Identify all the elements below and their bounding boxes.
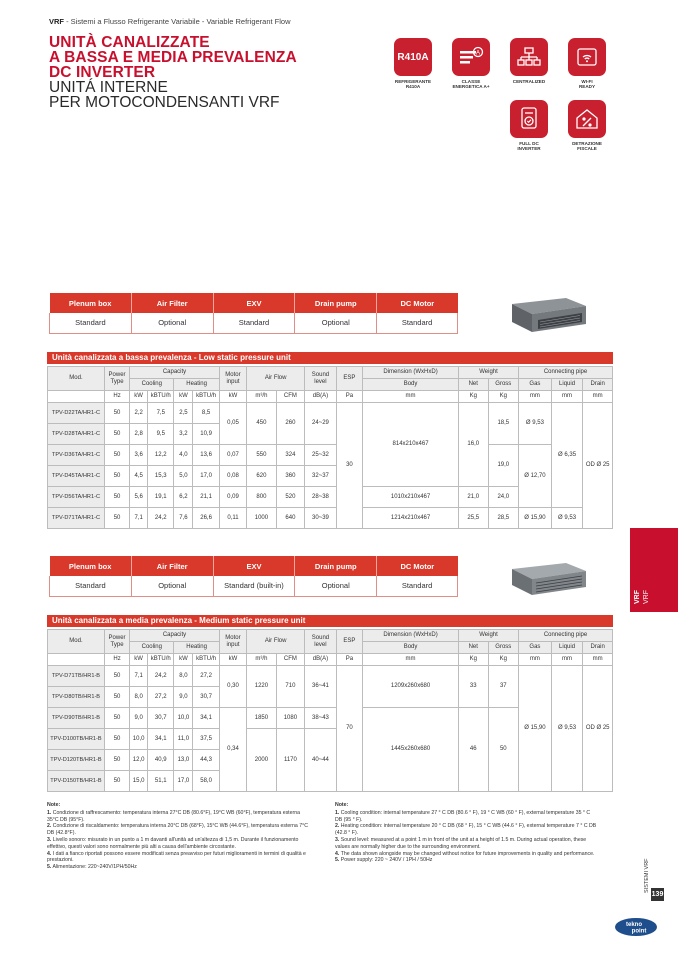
note-item: 4. I dati a fianco riportati possono essere modificati senza preavviso per futuri miglioramenti in termini di qualità e prestazioni. [47,850,306,864]
col-gas: Gas [519,642,552,654]
units-row: Hz kW kBTU/h kW kBTU/h kW m³/h CFM dB(A) Pa mm Kg Kg mm mm mm [48,391,613,403]
title-line-2: A BASSA E MEDIA PREVALENZA [49,49,297,66]
feature-header-drain-pump: Drain pump [295,293,377,313]
header-subtitle-en: - Variable Refrigerant Flow [201,17,291,26]
feature-value-plenum-box: Standard [50,313,132,333]
title-line-4: UNITÁ INTERNE [49,79,168,96]
col-capacity: Capacity [130,630,220,642]
col-connecting-pipe: Connecting pipe [519,630,613,642]
col-weight: Weight [459,630,519,642]
table-row: TPV-D80TB/HR1-B 50 8,0 27,2 9,0 30,7 [48,687,613,708]
table-row: TPV-D71TA/HR1-C 50 7,1 24,2 7,6 26,6 0,11 1000 640 30~39 1214x210x467 25,5 28,5 Ø 15,90 Ø 9,53 [48,508,613,529]
col-drain: Drain [583,379,613,391]
note-item: 1. Condizione di raffrescamento: temperatura interna 27°C DB (80.6°F), 19°C WB (60°F), temperatura esterna 35°C DB (95°F). [47,809,301,823]
feature-header-exv: EXV [213,556,295,576]
title-line-3: DC INVERTER [49,64,156,81]
low-static-spec-table [47,366,613,529]
badge-centralized: CENTRALIZED [504,38,554,84]
badge-tax-deduction: DETRAZIONE FISCALE [562,100,612,151]
col-motor-input: Motor input [219,367,246,391]
teknopoint-logo [614,917,658,937]
section-side-tab: VRF VRF [630,528,678,612]
col-esp: ESP [336,630,362,654]
table-row: TPV-D45TA/HR1-C 50 4,5 15,3 5,0 17,0 0,08 620 360 32~37 [48,466,613,487]
table-row: TPV-D36TA/HR1-C 50 3,6 12,2 4,0 13,6 0,07 550 324 25~32 19,0 Ø 12,70 [48,445,613,466]
col-drain: Drain [583,642,613,654]
notes-italian: Note: 1. Condizione di raffrescamento: temperatura interna 27°C DB (80.6°F), 19°C WB (60°F), temperatura esterna 35°C DB (95°F). 2. Condizione di riscaldamento: temperatura interna 20°C DB (68°F), 15°C WB (44.6°F), temperatura esterna 7°C DB (42.8°F). 3. Livello sonoro: misurato in un punto a 1 m davanti all'unità ad un'altezza di 1,5 m. Durante il funzionamento effettivo, questi valori sono normalmente più alti a causa dell'ambiente circostante. 4. I dati a fianco riportati possono essere modificati senza preavviso per futuri miglioramenti in termini di qualità e prestazioni. 5. Alimentazione: 220~240V/1PH/50Hz [47,802,308,871]
badge-r410a: R410A REFRIGERANTE R410A [388,38,438,89]
col-sound-level: Sound level [305,367,337,391]
table-row: TPV-D56TA/HR1-C 50 5,6 19,1 6,2 21,1 0,09 800 520 28~38 1010x210x467 21,0 24,0 [48,487,613,508]
note-item: 3. Livello sonoro: misurato in un punto a 1 m davanti all'unità ad un'altezza di 1,5 m. Durante il funzionamento effettivo, questi valori sono normalmente più alti a causa dell'ambiente circostante. [47,836,299,850]
features-table-mid [49,556,458,597]
note-item: 1. Cooling condition: internal temperature 27 ° C DB (80.6 ° F), 19 ° C WB (60 ° F), external temperature 35 ° C DB (95 ° F). [335,809,591,823]
svg-text:A: A [475,50,481,57]
units-row: Hz kW kBTU/h kW kBTU/h kW m³/h CFM dB(A) Pa mm Kg Kg mm mm mm [48,654,613,666]
feature-value-drain-pump: Optional [295,576,377,596]
col-gross: Gross [488,642,519,654]
col-heating: Heating [174,379,219,391]
table-row: TPV-D120TB/HR1-B 50 12,0 40,9 13,0 44,3 [48,750,613,771]
full-dc-inverter-icon [510,100,548,138]
table-row: TPV-D90TB/HR1-B 50 9,0 30,7 10,0 34,1 0,34 1850 1080 38~43 1445x260x680 46 50 [48,708,613,729]
features-table-low [49,293,458,334]
feature-header-exv: EXV [213,293,295,313]
col-sound-level: Sound level [305,630,337,654]
col-air-flow: Air Flow [247,630,305,654]
feature-value-drain-pump: Optional [295,313,377,333]
col-power-type: Power Type [104,367,129,391]
badge-wifi-ready: WI-FI READY [562,38,612,89]
feature-value-air-filter: Optional [131,576,213,596]
medium-static-unit-image [508,557,590,601]
title-line-1: UNITÀ CANALIZZATE [49,34,210,51]
col-dimension: Dimension (WxHxD) [363,630,459,642]
col-net: Net [459,642,489,654]
col-capacity: Capacity [130,367,220,379]
col-body: Body [363,642,459,654]
note-item: 2. Heating condition: internal temperature 20 ° C DB (68 ° F), 15 ° C WB (44.6 ° F), external temperature 7 ° C DB (42.8 ° F). [335,823,597,837]
table-row: TPV-D71TB/HR1-B 50 7,1 24,2 8,0 27,2 0,30 1220 710 36~41 70 1209x260x680 33 37 Ø 15,90 Ø 9,53 OD Ø 25 [48,666,613,687]
col-gross: Gross [488,379,519,391]
page-number: 139 [651,888,664,901]
svg-text:tekno: tekno [625,922,643,928]
centralized-icon [510,38,548,76]
feature-value-dc-motor: Standard [377,313,458,333]
col-air-flow: Air Flow [247,367,305,391]
header-subtitle-it: - Sistemi a Flusso Refrigerante Variabile [66,17,200,26]
title-line-5: PER MOTOCONDENSANTI VRF [49,94,280,111]
tax-deduction-icon [568,100,606,138]
col-cooling: Cooling [130,379,174,391]
page-title [49,35,379,110]
note-item: 5. Alimentazione: 220~240V/1PH/50Hz [47,864,137,871]
low-static-unit-image [508,292,590,336]
feature-value-exv: Standard [213,313,295,333]
note-item: 2. Condizione di riscaldamento: temperatura interna 20°C DB (68°F), 15°C WB (44.6°F), temperatura esterna 7°C DB (42.8°F). [47,823,308,837]
feature-header-plenum-box: Plenum box [50,293,132,313]
col-heating: Heating [174,642,219,654]
col-connecting-pipe: Connecting pipe [519,367,613,379]
feature-header-dc-motor: DC Motor [377,293,458,313]
energy-class-icon [452,38,490,76]
table-row: TPV-D100TB/HR1-B 50 10,0 34,1 11,0 37,5 2000 1170 40~44 [48,729,613,750]
feature-value-air-filter: Optional [131,313,213,333]
col-esp: ESP [336,367,362,391]
table-row: TPV-D22TA/HR1-C 50 2,2 7,5 2,5 8,5 0,05 450 260 24~29 30 814x210x467 16,0 18,5 Ø 9,53 Ø 6,35 OD Ø 25 [48,403,613,424]
header-brand: VRF [49,17,64,26]
medium-static-section-title: Unità canalizzata a media prevalenza - Medium static pressure unit [47,615,613,627]
col-cooling: Cooling [130,642,174,654]
feature-header-dc-motor: DC Motor [377,556,458,576]
feature-value-dc-motor: Standard [377,576,458,596]
badge-full-dc-inverter: FULL DC INVERTER [504,100,554,151]
header-line [49,17,291,26]
col-weight: Weight [459,367,519,379]
col-liquid: Liquid [551,379,583,391]
low-static-section-title: Unità canalizzata a bassa prevalenza - Low static pressure unit [47,352,613,364]
col-mod: Mod. [48,367,105,391]
feature-value-exv: Standard (built-in) [213,576,295,596]
table-row: TPV-D28TA/HR1-C 50 2,8 9,5 3,2 10,9 [48,424,613,445]
col-motor-input: Motor input [219,630,246,654]
col-body: Body [363,379,459,391]
side-section-label: SISTEMI VRF [644,858,650,893]
col-dimension: Dimension (WxHxD) [363,367,459,379]
col-net: Net [459,379,489,391]
feature-header-air-filter: Air Filter [131,293,213,313]
badge-energy-class: A CLASSE ENERGETICA A+ [446,38,496,89]
medium-static-spec-table [47,629,613,792]
note-item: 3. Sound level: measured at a point 1 m in front of the unit at a height of 1.5 m. During actual operation, these values are normally higher due to the surrounding environment. [335,836,587,850]
feature-header-drain-pump: Drain pump [295,556,377,576]
table-row: TPV-D150TB/HR1-B 50 15,0 51,1 17,0 58,0 [48,771,613,792]
r410a-icon: R410A [394,38,432,76]
notes-english: Note: 1. Cooling condition: internal temperature 27 ° C DB (80.6 ° F), 19 ° C WB (60 ° F), external temperature 35 ° C DB (95 ° F). 2. Heating condition: internal temperature 20 ° C DB (68 ° F), 15 ° C WB (44.6 ° F), external temperature 7 ° C DB (42.8 ° F). 3. Sound level: measured at a point 1 m in front of the unit at a height of 1.5 m. During actual operation, these values are normally higher due to the surrounding environment. 4. The data shown alongside may be changed without notice for future improvements in quality and performance. 5. Power supply: 220 ~ 240V / 1PH / 50Hz [335,802,597,864]
feature-header-air-filter: Air Filter [131,556,213,576]
note-item: 5. Power supply: 220 ~ 240V / 1PH / 50Hz [335,857,433,864]
col-mod: Mod. [48,630,105,654]
col-gas: Gas [519,379,552,391]
svg-text:point: point [631,928,647,935]
wifi-ready-icon [568,38,606,76]
note-item: 4. The data shown alongside may be changed without notice for future improvements in quality and performance. [335,850,595,857]
col-liquid: Liquid [551,642,583,654]
feature-header-plenum-box: Plenum box [50,556,132,576]
feature-value-plenum-box: Standard [50,576,132,596]
col-power-type: Power Type [104,630,129,654]
